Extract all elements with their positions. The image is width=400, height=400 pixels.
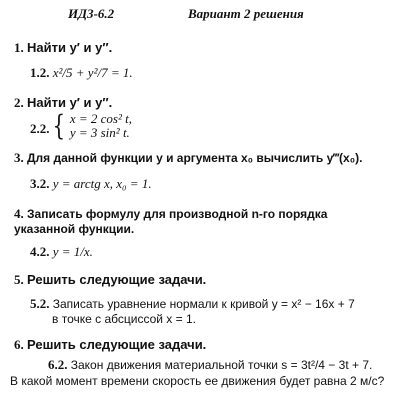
task-1-2: [30, 65, 133, 81]
task-3-2: [30, 176, 152, 192]
system-line-2: y = 3 sin² t.: [69, 125, 130, 140]
task-1-2-formula: x²/5 + y²/7 = 1.: [52, 65, 133, 80]
task-3-2-number: 3.2.: [30, 176, 50, 191]
task-3: [14, 150, 362, 166]
task-5-2-line1: Записать уравнение нормали к кривой y = x² − 16x + 7: [52, 297, 355, 311]
task-5-2: [30, 296, 355, 312]
task-5-2-line2: в точке с абсциссой x = 1.: [52, 312, 196, 326]
task-5: [14, 272, 206, 288]
task-1-2-number: 1.2.: [30, 65, 50, 80]
task-4-text-line1: Записать формулу для производной n-го порядка: [27, 207, 328, 221]
task-5-number: 5.: [14, 272, 24, 287]
document-title: ИДЗ-6.2: [68, 6, 115, 21]
task-6-2: [48, 357, 372, 373]
brace-symbol: {: [52, 109, 66, 142]
task-4-number: 4.: [14, 206, 24, 221]
task-6-text: Решить следующие задачи.: [27, 337, 207, 352]
task-6: [14, 337, 206, 353]
task-6-2-line2: В какой момент времени скорость ее движения будет равна 2 м/с?: [10, 374, 385, 388]
task-2-2-number: 2.2.: [30, 121, 50, 136]
task-6-2-line1: Закон движения материальной точки s = 3t²/4 − 3t + 7.: [70, 358, 373, 372]
variant-label: Вариант 2 решения: [188, 6, 304, 21]
task-1: [14, 40, 112, 56]
task-5-text: Решить следующие задачи.: [27, 272, 207, 287]
task-2-2-number-wrap: [30, 121, 50, 137]
task-2-text: Найти y′ и y″.: [27, 95, 113, 110]
system-line-1: x = 2 cos² t,: [69, 111, 132, 126]
task-1-number: 1.: [14, 40, 24, 55]
task-6-2-number: 6.2.: [48, 357, 68, 372]
task-2-number: 2.: [14, 95, 24, 110]
task-2-2-system: [50, 109, 132, 142]
task-3-text: Для данной функции y и аргумента x₀ вычислить y‴(x₀).: [27, 151, 363, 165]
task-1-text: Найти y′ и y″.: [27, 40, 113, 55]
task-3-2-formula: y = arctg x, x₀ = 1.: [52, 176, 152, 191]
task-3-number: 3.: [14, 150, 24, 165]
task-4-2-formula: y = 1/x.: [52, 244, 93, 259]
task-4-2-number: 4.2.: [30, 244, 50, 259]
task-4-2: [30, 244, 93, 260]
task-4-text-line2: указанной функции.: [14, 222, 135, 236]
task-4: [14, 206, 327, 222]
task-5-2-number: 5.2.: [30, 296, 50, 311]
task-6-number: 6.: [14, 337, 24, 352]
